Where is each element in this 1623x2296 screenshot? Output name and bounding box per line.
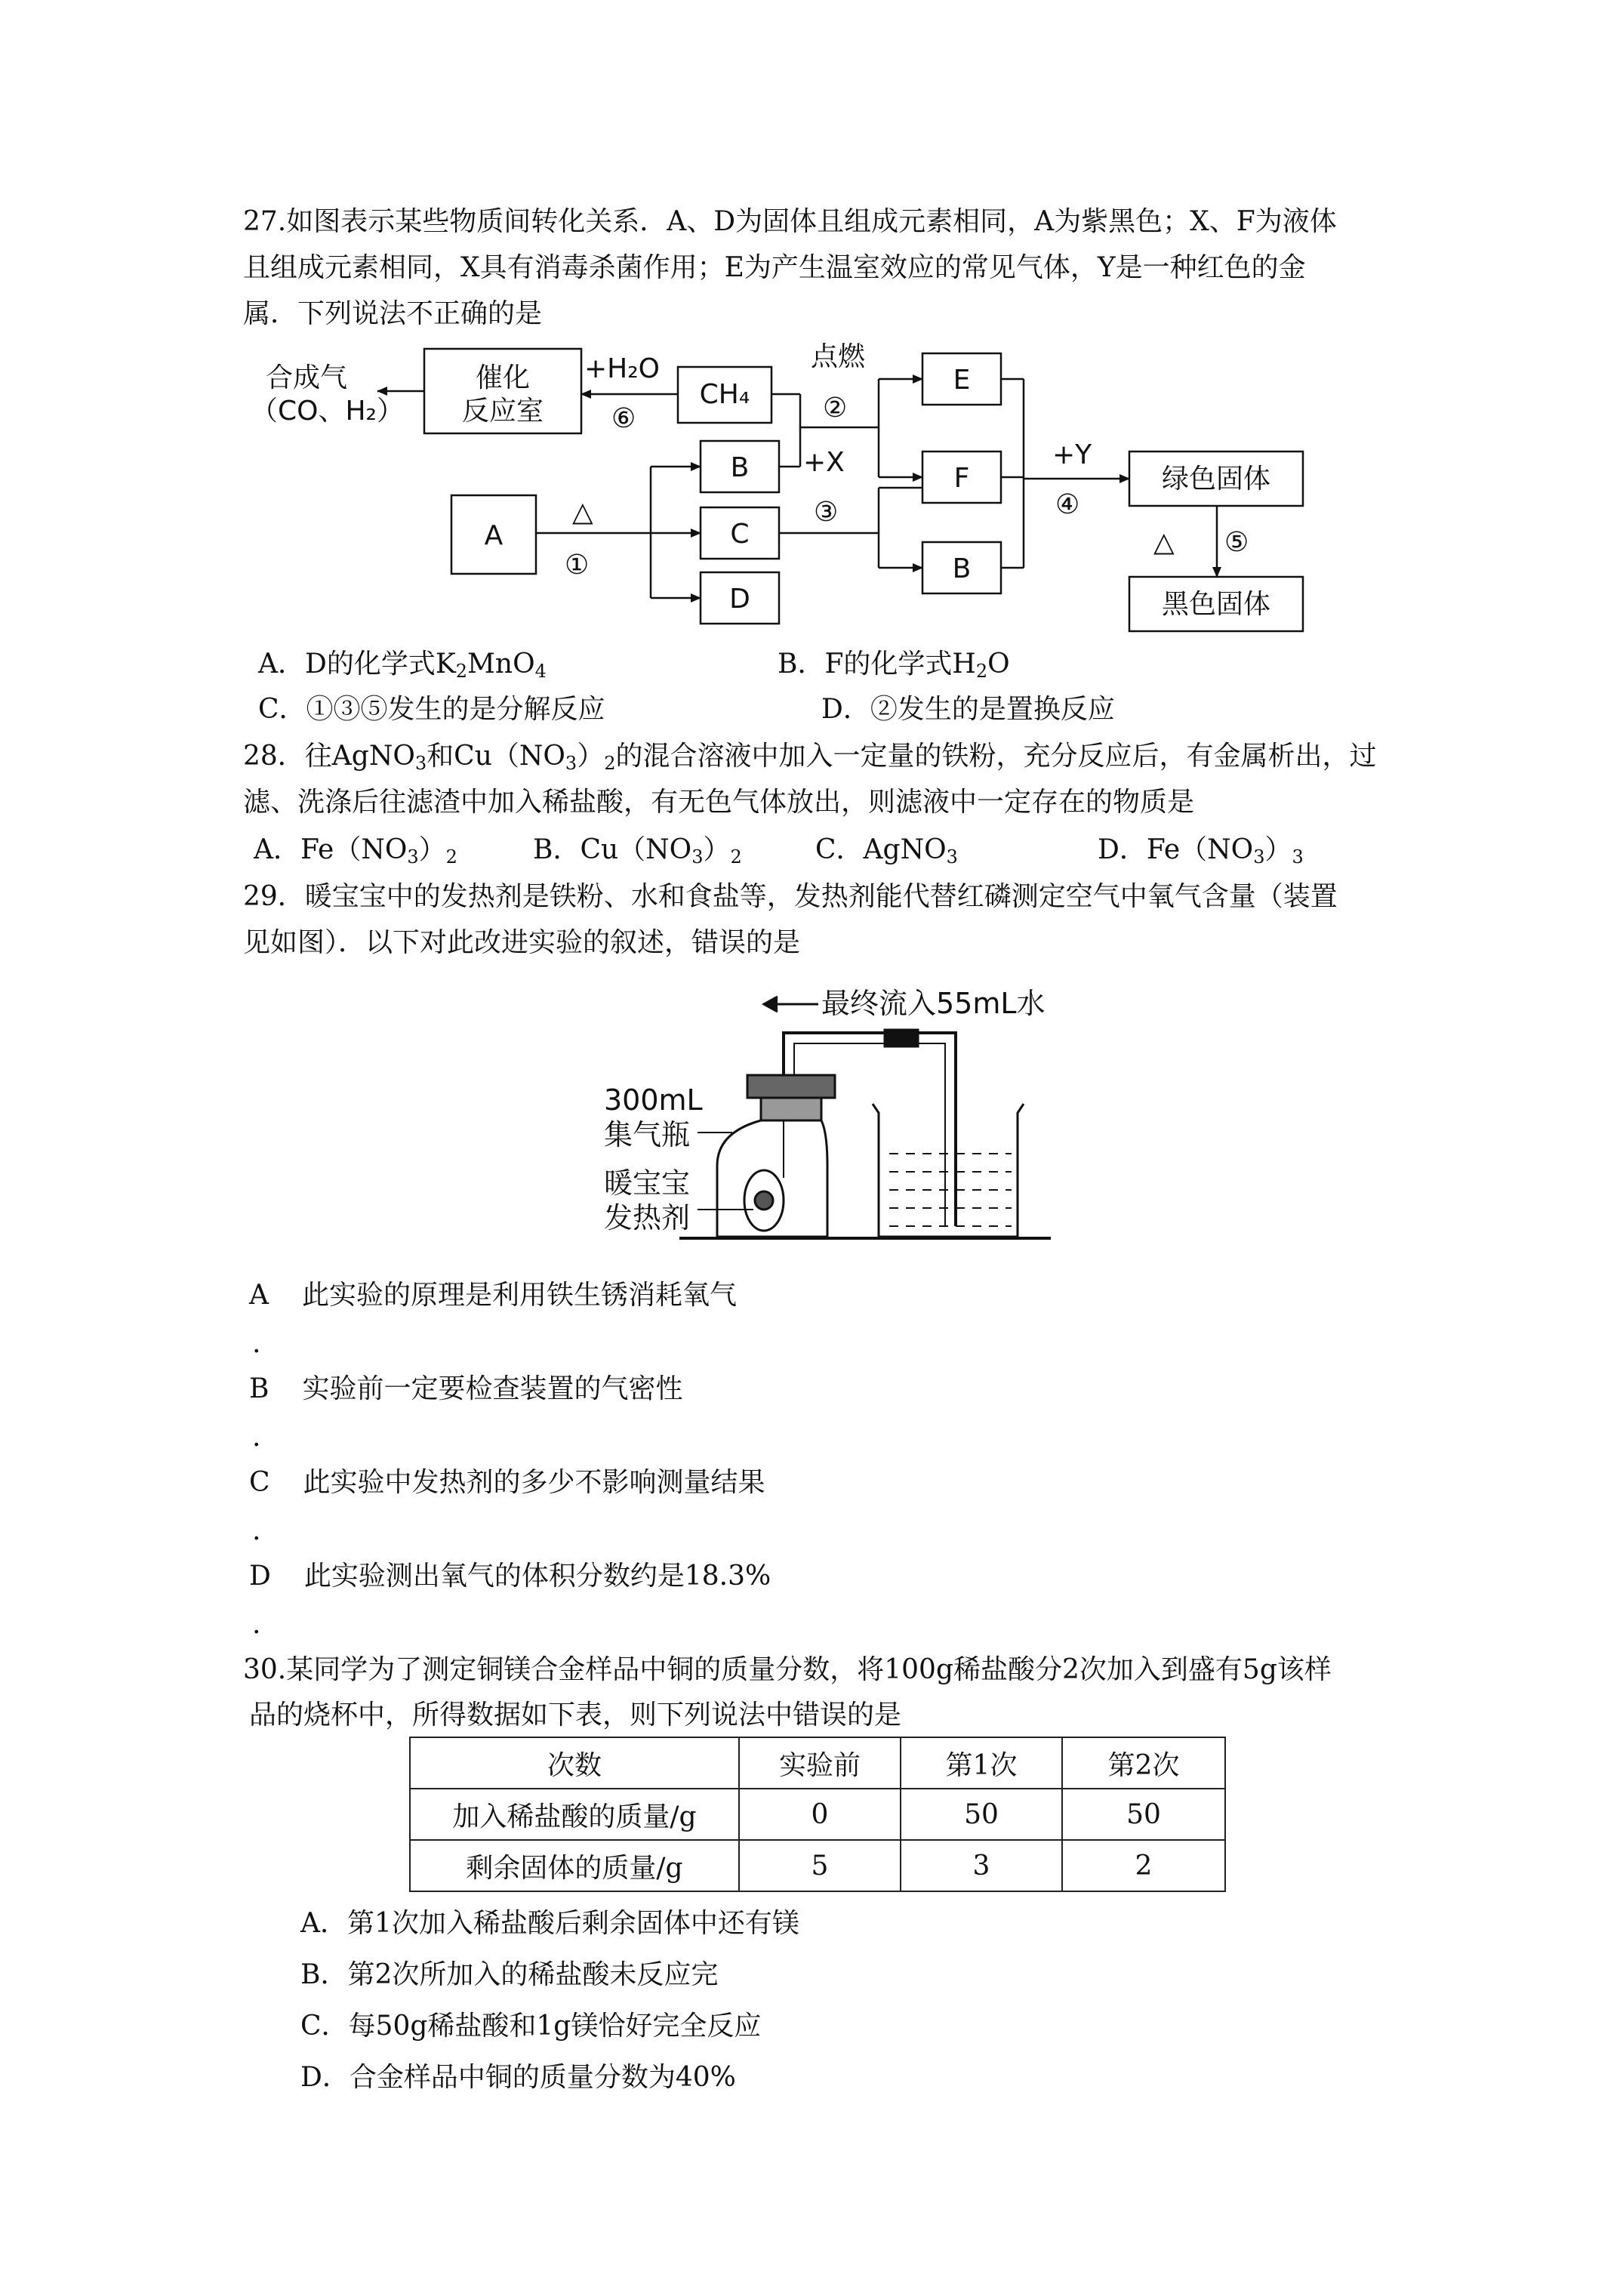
- q28-option-b: B．$Cu(NO_3)_2$: [533, 834, 742, 868]
- q30-stem-line1: 30.某同学为了测定铜镁合金样品中铜的质量分数，将100g稀盐酸分2次加入到盛有5g该样: [243, 1654, 1332, 1685]
- q29-stem-line1: 29．暖宝宝中的发热剂是铁粉、水和食盐等，发热剂能代替红磷测定空气中氧气含量（装置: [243, 881, 1338, 912]
- q30-data-table: [409, 1737, 1226, 1892]
- table-row: [410, 1840, 1225, 1891]
- q28-stem-line1: 28．往AgNO$_3$和$Cu(NO_3)_2$的混合溶液中加入一定量的铁粉，充分反应后，有金属析出，过: [243, 741, 1377, 774]
- q29-option-d-dot: .: [252, 1609, 261, 1640]
- syngas-formula: （CO、H₂）: [251, 396, 404, 427]
- q27-option-b: B．F的化学式$H_2O$: [778, 649, 1010, 682]
- q29-option-c: C 此实验中发热剂的多少不影响测量结果: [249, 1467, 765, 1498]
- q28-option-a: A．$Fe(NO_3)_2$: [254, 834, 457, 868]
- table-header-cell: 第1次: [901, 1737, 1062, 1789]
- step4-label: ④: [1055, 489, 1080, 520]
- plus-y-label: +Y: [1052, 439, 1092, 470]
- step3-label: ③: [814, 497, 839, 528]
- q29-option-a: A 此实验的原理是利用铁生锈消耗氧气: [249, 1280, 738, 1311]
- table-header-cell: 第2次: [1062, 1737, 1225, 1789]
- green-solid-label: 绿色固体: [1161, 464, 1271, 495]
- step1-label: ①: [565, 550, 590, 581]
- table-row: [410, 1789, 1225, 1840]
- warmer-label-2: 发热剂: [604, 1201, 691, 1234]
- step5-label: ⑤: [1224, 527, 1249, 558]
- q28-option-c: C．AgNO$_3$: [815, 834, 958, 868]
- q30-option-d: D．合金样品中铜的质量分数为40%: [300, 2062, 736, 2093]
- B-right-label: B: [952, 553, 972, 584]
- ch4-label: CH₄: [699, 379, 750, 410]
- D-label: D: [729, 584, 750, 615]
- A-label: A: [484, 520, 504, 551]
- table-cell: 50: [1062, 1789, 1225, 1840]
- black-solid-label: 黑色固体: [1161, 589, 1271, 620]
- q29-stem-line2: 见如图）．以下对此改进实验的叙述，错误的是: [243, 927, 801, 958]
- plus-h2o-label: +H₂O: [584, 353, 661, 384]
- B-label: B: [730, 452, 750, 483]
- plus-x-label: +X: [803, 447, 845, 478]
- q27-option-c: C．①③⑤发生的是分解反应: [258, 694, 605, 725]
- reactor-label-2: 反应室: [461, 396, 544, 427]
- F-label: F: [953, 463, 970, 494]
- q30-stem-line2: 品的烧杯中，所得数据如下表，则下列说法中错误的是: [249, 1700, 902, 1730]
- step6-label: ⑥: [611, 403, 636, 434]
- q30-option-b: B．第2次所加入的稀盐酸未反应完: [300, 1959, 719, 1990]
- q29-option-b: B 实验前一定要检查装置的气密性: [249, 1373, 683, 1404]
- q29-option-d: D 此实验测出氧气的体积分数约是18.3%: [249, 1561, 771, 1592]
- q30-option-c: C．每50g稀盐酸和1g镁恰好完全反应: [300, 2011, 762, 2042]
- table-cell: 0: [739, 1789, 901, 1840]
- table-cell: 50: [901, 1789, 1062, 1840]
- step2-label: ②: [823, 393, 848, 424]
- table-header-cell: 次数: [410, 1737, 739, 1789]
- reactor-label-1: 催化: [475, 362, 531, 393]
- warmer-label-1: 暖宝宝: [604, 1166, 691, 1200]
- C-label: C: [730, 519, 750, 550]
- table-header-cell: 实验前: [739, 1737, 901, 1789]
- q29-option-c-dot: .: [252, 1515, 261, 1546]
- table-cell: 5: [739, 1840, 901, 1891]
- table-cell: 剩余固体的质量/g: [410, 1840, 739, 1891]
- syngas-label: 合成气: [266, 362, 348, 393]
- E-label: E: [953, 365, 971, 396]
- ignite-label: 点燃: [811, 341, 866, 372]
- delta5-label: △: [1153, 527, 1175, 558]
- delta1-label: △: [572, 497, 593, 528]
- bottle-volume-label: 300mL: [604, 1083, 703, 1117]
- q27-stem-line3: 属．下列说法不正确的是: [243, 298, 543, 329]
- table-cell: 3: [901, 1840, 1062, 1891]
- q27-stem-line1: 27.如图表示某些物质间转化关系．A、D为固体且组成元素相同，A为紫黑色；X、F为液体: [243, 206, 1337, 237]
- q27-option-d: D．②发生的是置换反应: [821, 694, 1115, 725]
- table-cell: 加入稀盐酸的质量/g: [410, 1789, 739, 1840]
- q30-option-a: A．第1次加入稀盐酸后剩余固体中还有镁: [300, 1908, 799, 1939]
- q29-option-a-dot: .: [252, 1328, 261, 1359]
- bottle-name-label: 集气瓶: [604, 1118, 691, 1151]
- q27-stem-line2: 且组成元素相同，X具有消毒杀菌作用；E为产生温室效应的常见气体，Y是一种红色的金: [243, 252, 1306, 283]
- table-cell: 2: [1062, 1840, 1225, 1891]
- table-header-row: [410, 1737, 1225, 1789]
- q29-option-b-dot: .: [252, 1422, 261, 1453]
- q28-option-d: D．$Fe(NO_3)_3$: [1098, 834, 1304, 868]
- flow-label: 最终流入55mL水: [821, 987, 1046, 1020]
- q28-stem-line2: 滤、洗涤后往滤渣中加入稀盐酸，有无色气体放出，则滤液中一定存在的物质是: [243, 787, 1195, 818]
- q27-option-a: A．D的化学式$K_2MnO_4$: [258, 649, 547, 682]
